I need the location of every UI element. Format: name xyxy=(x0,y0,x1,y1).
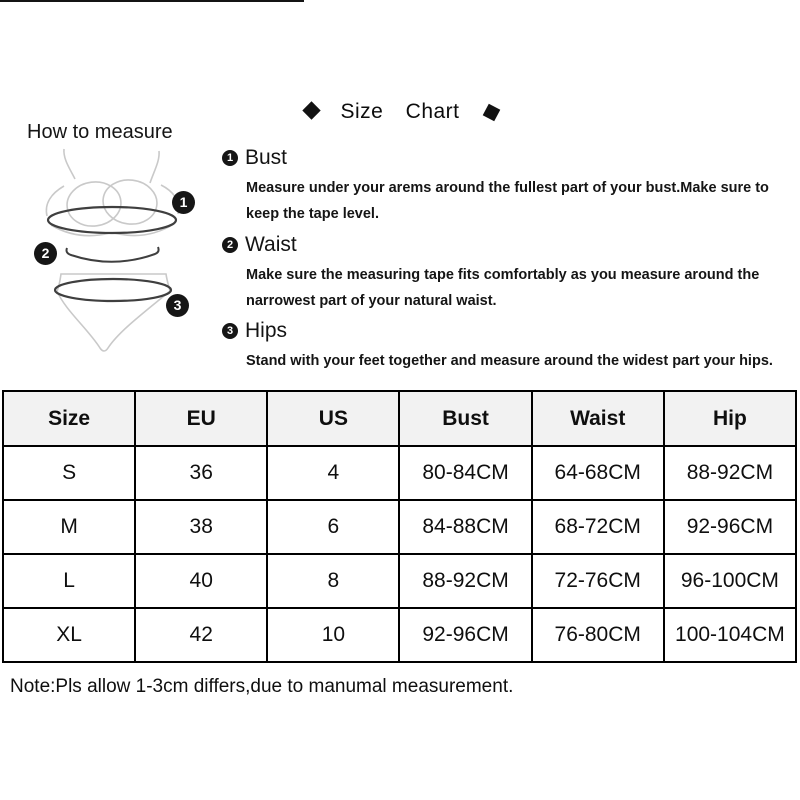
cell-eu: 38 xyxy=(135,500,267,554)
step-3-badge-icon: 3 xyxy=(222,323,238,339)
cell-size: XL xyxy=(3,608,135,662)
cell-waist: 76-80CM xyxy=(532,608,664,662)
how-to-measure-heading: How to measure xyxy=(27,121,173,143)
cell-eu: 42 xyxy=(135,608,267,662)
title-rule-right xyxy=(0,0,299,2)
page-title: Size Chart xyxy=(340,100,460,123)
waist-marker-icon: 2 xyxy=(34,242,57,265)
instruction-waist-label: Waist xyxy=(245,233,297,256)
size-table-header-row xyxy=(3,391,796,446)
cell-hip: 88-92CM xyxy=(664,446,796,500)
cell-bust: 80-84CM xyxy=(399,446,531,500)
cell-size: L xyxy=(3,554,135,608)
hips-marker-icon: 3 xyxy=(166,294,189,317)
cell-bust: 84-88CM xyxy=(399,500,531,554)
cell-hip: 92-96CM xyxy=(664,500,796,554)
step-1-badge-icon: 1 xyxy=(222,150,238,166)
cell-eu: 36 xyxy=(135,446,267,500)
instruction-bust-text: Measure under your arems around the fullest part of your bust.Make sure to keep the tape level. xyxy=(246,180,769,222)
cell-waist: 64-68CM xyxy=(532,446,664,500)
instruction-hips-text: Stand with your feet together and measure around the widest part your hips. xyxy=(246,353,773,369)
instruction-waist xyxy=(222,233,800,314)
cell-us: 8 xyxy=(267,554,399,608)
cell-hip: 96-100CM xyxy=(664,554,796,608)
column-header-waist: Waist xyxy=(532,391,664,446)
cell-size: S xyxy=(3,446,135,500)
instruction-bust xyxy=(222,146,800,227)
table-row-m xyxy=(3,500,796,554)
table-row-s xyxy=(3,446,796,500)
table-row-xl xyxy=(3,608,796,662)
table-row-l xyxy=(3,554,796,608)
cell-us: 6 xyxy=(267,500,399,554)
instruction-bust-label: Bust xyxy=(245,146,288,169)
cell-waist: 68-72CM xyxy=(532,500,664,554)
cell-eu: 40 xyxy=(135,554,267,608)
instruction-waist-text: Make sure the measuring tape fits comfortably as you measure around the narrowest part of your natural waist. xyxy=(246,267,760,309)
cell-hip: 100-104CM xyxy=(664,608,796,662)
bust-marker-icon: 1 xyxy=(172,191,195,214)
column-header-eu: EU xyxy=(135,391,267,446)
column-header-us: US xyxy=(267,391,399,446)
size-table xyxy=(2,390,797,663)
instruction-hips-label: Hips xyxy=(245,319,288,342)
column-header-hip: Hip xyxy=(664,391,796,446)
cell-us: 10 xyxy=(267,608,399,662)
instruction-hips xyxy=(222,319,800,374)
measurement-note: Note:Pls allow 1-3cm differs,due to manumal measurement. xyxy=(10,676,514,697)
cell-waist: 72-76CM xyxy=(532,554,664,608)
column-header-bust: Bust xyxy=(399,391,531,446)
cell-size: M xyxy=(3,500,135,554)
cell-bust: 92-96CM xyxy=(399,608,531,662)
cell-bust: 88-92CM xyxy=(399,554,531,608)
column-header-size: Size xyxy=(3,391,135,446)
cell-us: 4 xyxy=(267,446,399,500)
step-2-badge-icon: 2 xyxy=(222,237,238,253)
